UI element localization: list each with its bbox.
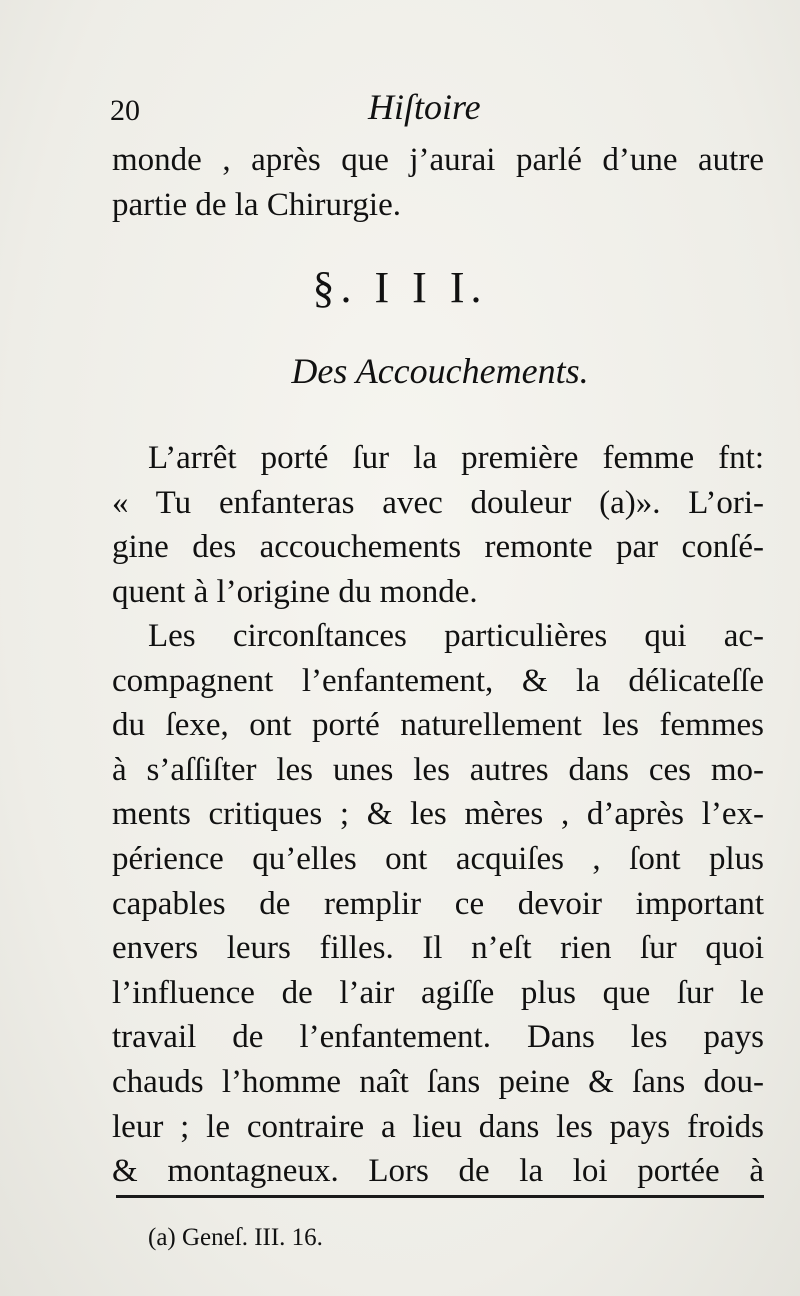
- text-line: « Tu enfanteras avec douleur (a)». L’ori-: [112, 484, 764, 521]
- paragraph-2: [112, 614, 764, 1194]
- page-number: 20: [110, 94, 140, 127]
- text-line: à s’aſſiſter les unes les autres dans ces mo-: [112, 751, 764, 788]
- text-line: capables de remplir ce devoir important: [112, 885, 764, 922]
- text-line: L’arrêt porté ſur la première femme fnt:: [148, 440, 764, 476]
- text-line: monde , après que j’aurai parlé d’une autre: [112, 142, 764, 178]
- text-line: & montagneux. Lors de la loi portée à: [112, 1153, 764, 1190]
- text-line: l’influence de l’air agiſſe plus que ſur le: [112, 974, 764, 1011]
- running-head: [110, 86, 770, 136]
- section-title: Des Accouchements.: [291, 351, 589, 391]
- text-line: partie de la Chirurgie.: [112, 186, 401, 223]
- text-line: chauds l’homme naît ſans peine & ſans dou-: [112, 1063, 764, 1100]
- running-title: Hiſtoire: [368, 87, 481, 127]
- text-line: gine des accouchements remonte par conſé-: [112, 529, 764, 566]
- section-number: §. I I I.: [312, 263, 488, 312]
- text-line: leur ; le contraire a lieu dans les pays froids: [112, 1108, 764, 1145]
- text-line: périence qu’elles ont acquiſes , ſont plus: [112, 840, 764, 877]
- text-line: quent à l’origine du monde.: [112, 573, 478, 610]
- text-line: envers leurs filles. Il n’eſt rien ſur quoi: [112, 930, 764, 967]
- text-line: Les circonſtances particulières qui ac-: [148, 618, 764, 654]
- text-line: ments critiques ; & les mères , d’après l’ex-: [112, 796, 764, 833]
- footnote-rule: [116, 1195, 764, 1198]
- text-line: du ſexe, ont porté naturellement les femmes: [112, 707, 764, 744]
- text-line: travail de l’enfantement. Dans les pays: [112, 1019, 764, 1056]
- continuation-text: [112, 138, 764, 227]
- paragraph-1: [112, 436, 764, 614]
- text-line: compagnent l’enfantement, & la délicateſſe: [112, 662, 764, 699]
- footnote: (a) Geneſ. III. 16.: [148, 1224, 323, 1251]
